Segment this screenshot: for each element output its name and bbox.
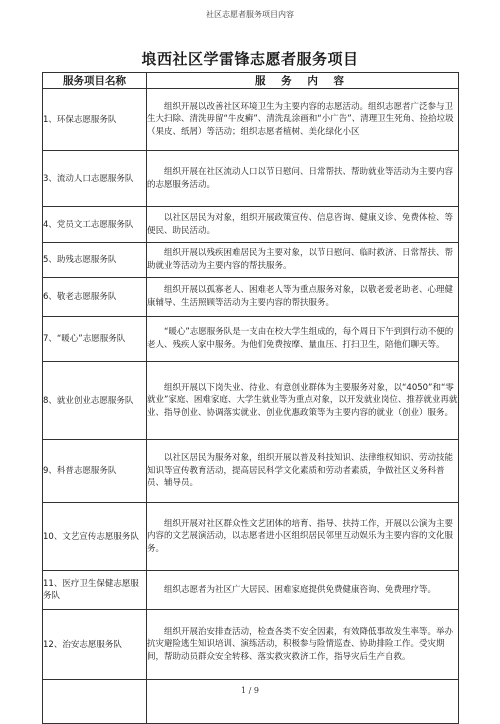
- table-row: [43, 151, 459, 207]
- service-content-text: 以社区居民为服务对象，组织开展以普及科技知识、法律维权知识、劳动技能知识等宣传教育活动，提高居民科学文化素质和劳动者素质，争做社区义务科普员、辅导员。: [147, 453, 454, 489]
- service-name: 3、流动人口志愿服务队: [43, 151, 147, 207]
- service-content-text: 组织开展治安排查活动，检查各类不安全因素，有效降低事故发生率等。举办抗灾避险逃生知识培训、演练活动，积极参与险情巡查、协助排险工作。受灾期间，帮助动员群众安全转移、落实救灾救济工作，指导灾后生产自救。: [147, 626, 454, 662]
- service-name: 11、医疗卫生保健志愿服务队: [43, 571, 147, 610]
- service-content: [147, 610, 459, 680]
- service-content-text: 组织开展以下岗失业、待业、有意创业群体为主要服务对象，以“4050”和“零就业”家庭、困难家庭、大学生就业等为重点对象，以开发就业岗位、推荐就业再就业、指导创业、协调落实就业、创业优惠政策等为主要内容的就业（创业）服务。: [147, 382, 458, 418]
- service-name: 7、“暖心”志愿服务队: [43, 317, 147, 362]
- service-name: 8、就业创业志愿服务队: [43, 362, 147, 440]
- page-number: 1 / 9: [241, 686, 259, 695]
- table-row: [43, 503, 459, 571]
- table-row: [43, 89, 459, 151]
- table-row: [43, 278, 459, 317]
- service-content: [147, 243, 459, 278]
- running-header: 社区志愿者服务项目内容: [206, 10, 294, 19]
- service-content: [147, 89, 459, 151]
- document-title: 埌西社区学雷锋志愿者服务项目: [141, 50, 359, 68]
- table-row: [43, 440, 459, 503]
- service-content-text: 组织开展以残疾困难居民为主要对象，以节日慰问、临时救济、日常帮扶、帮助就业等活动为主要内容的帮扶服务。: [147, 248, 454, 271]
- service-content-text: 以社区居民为对象，组织开展政策宣传、信息咨询、健康义诊、免费体检、等便民、助民活动。: [147, 212, 454, 236]
- service-content-text: 组织开展对社区群众性文艺团体的培育、指导、扶持工作，开展以公演为主要内容的文艺展演活动，以志愿者进小区组织居民邻里互动娱乐为主要内容的文化服务。: [147, 518, 454, 554]
- service-content-text: “暖心”志愿服务队是一支由在校大学生组成的，每个周日下午到到行动不便的老人、残疾人家中服务。为他们免费按摩、量血压、打扫卫生，陪他们聊天等。: [147, 327, 454, 350]
- service-name: 12、治安志愿服务队: [43, 610, 147, 680]
- service-content-text: 组织志愿者为社区广大居民、困难家庭提供免费健康咨询、免费理疗等。: [164, 584, 437, 595]
- header-service-name: 服务项目名称: [43, 73, 147, 89]
- service-content: [147, 503, 459, 571]
- service-content: [147, 317, 459, 362]
- header-service-content: [147, 73, 459, 89]
- service-name: 1、环保志愿服务队: [43, 89, 147, 151]
- table-header-row: [43, 73, 459, 89]
- service-content: [147, 151, 459, 207]
- table-row: [43, 243, 459, 278]
- service-name: 10、文艺宣传志愿服务队: [43, 503, 147, 571]
- service-name: 6、敬老志愿服务队: [43, 278, 147, 317]
- table-row: [43, 317, 459, 362]
- table-row: [43, 207, 459, 243]
- service-name: 4、党员文工志愿服务队: [43, 207, 147, 243]
- table-row: [43, 571, 459, 610]
- service-content-text: 组织开展在社区流动人口以节日慰问、日常帮扶、帮助就业等活动为主要内容的志愿服务活动。: [147, 166, 454, 190]
- header-service-content-label: 服 务 内 容: [255, 75, 350, 87]
- table-row: [43, 610, 459, 680]
- service-content: [147, 207, 459, 243]
- service-content: [147, 362, 459, 440]
- service-name: 9、科普志愿服务队: [43, 440, 147, 503]
- service-content: [147, 440, 459, 503]
- table-row: [43, 362, 459, 440]
- service-content: [147, 278, 459, 317]
- services-table: [42, 72, 459, 724]
- service-name: 5、助残志愿服务队: [43, 243, 147, 278]
- service-content-text: 组织开展以改善社区环境卫生为主要内容的志愿活动。组织志愿者广泛参与卫生大扫除、清洗毋留“牛皮癣”、清洗乱涂画和“小广告”、清理卫生死角、捡拾垃圾（果皮、纸屑）等活动；组织志愿者植树、美化绿化小区: [147, 101, 454, 137]
- service-content-text: 组织开展以孤寡老人、困难老人等为重点服务对象，以敬老爱老助老、心理健康辅导、生活照顾等活动为主要内容的帮扶服务。: [147, 285, 454, 308]
- service-content: [147, 571, 459, 610]
